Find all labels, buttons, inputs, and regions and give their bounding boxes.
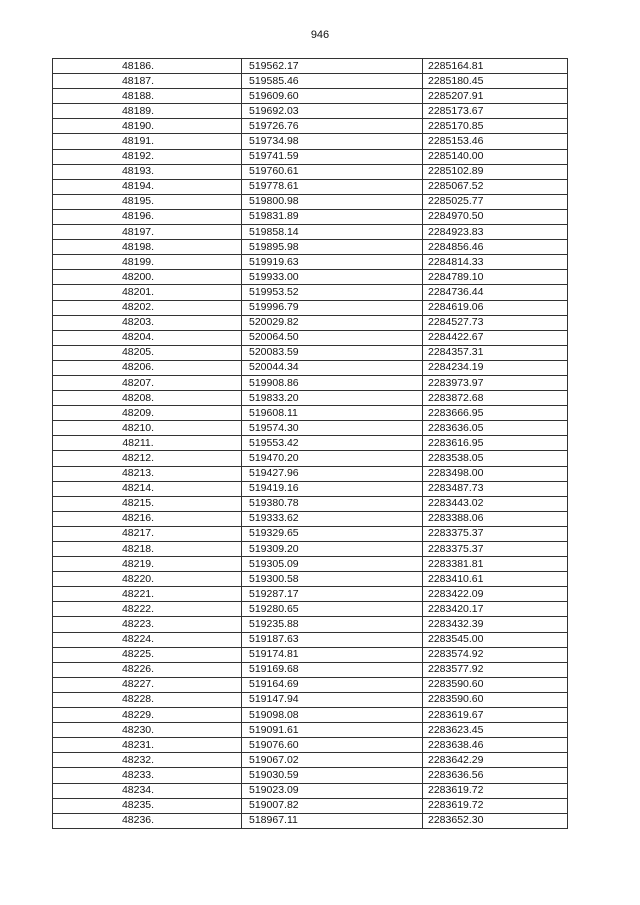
- easting-cell: 519908.86: [242, 375, 423, 390]
- table-row: [53, 89, 568, 104]
- northing-cell: 2283638.46: [423, 738, 568, 753]
- point-number-cell: 48236.: [53, 813, 242, 828]
- easting-cell: 519933.00: [242, 270, 423, 285]
- point-number-cell: 48230.: [53, 723, 242, 738]
- northing-cell: 2283652.30: [423, 813, 568, 828]
- northing-cell: 2283619.72: [423, 798, 568, 813]
- table-row: [53, 526, 568, 541]
- table-row: [53, 542, 568, 557]
- table-row: [53, 209, 568, 224]
- easting-cell: 519726.76: [242, 119, 423, 134]
- table-row: [53, 647, 568, 662]
- table-row: [53, 738, 568, 753]
- table-row: [53, 240, 568, 255]
- easting-cell: 519187.63: [242, 632, 423, 647]
- northing-cell: 2285180.45: [423, 74, 568, 89]
- table-row: [53, 149, 568, 164]
- northing-cell: 2283872.68: [423, 391, 568, 406]
- point-number-cell: 48210.: [53, 421, 242, 436]
- northing-cell: 2283973.97: [423, 375, 568, 390]
- table-row: [53, 632, 568, 647]
- northing-cell: 2285025.77: [423, 194, 568, 209]
- point-number-cell: 48198.: [53, 240, 242, 255]
- point-number-cell: 48207.: [53, 375, 242, 390]
- point-number-cell: 48190.: [53, 119, 242, 134]
- easting-cell: 519007.82: [242, 798, 423, 813]
- easting-cell: 519280.65: [242, 602, 423, 617]
- point-number-cell: 48229.: [53, 708, 242, 723]
- northing-cell: 2283577.92: [423, 662, 568, 677]
- point-number-cell: 48220.: [53, 572, 242, 587]
- point-number-cell: 48224.: [53, 632, 242, 647]
- northing-cell: 2285207.91: [423, 89, 568, 104]
- table-row: [53, 496, 568, 511]
- table-row: [53, 421, 568, 436]
- table-row: [53, 617, 568, 632]
- table-row: [53, 285, 568, 300]
- easting-cell: 519300.58: [242, 572, 423, 587]
- easting-cell: 519333.62: [242, 511, 423, 526]
- point-number-cell: 48219.: [53, 557, 242, 572]
- table-row: [53, 360, 568, 375]
- point-number-cell: 48232.: [53, 753, 242, 768]
- table-row: [53, 572, 568, 587]
- northing-cell: 2283381.81: [423, 557, 568, 572]
- easting-cell: 519067.02: [242, 753, 423, 768]
- northing-cell: 2285153.46: [423, 134, 568, 149]
- northing-cell: 2283388.06: [423, 511, 568, 526]
- point-number-cell: 48204.: [53, 330, 242, 345]
- table-row: [53, 798, 568, 813]
- easting-cell: 519741.59: [242, 149, 423, 164]
- point-number-cell: 48186.: [53, 59, 242, 74]
- easting-cell: 519734.98: [242, 134, 423, 149]
- northing-cell: 2283410.61: [423, 572, 568, 587]
- northing-cell: 2283623.45: [423, 723, 568, 738]
- easting-cell: 519309.20: [242, 542, 423, 557]
- point-number-cell: 48194.: [53, 179, 242, 194]
- northing-cell: 2285170.85: [423, 119, 568, 134]
- table-row: [53, 119, 568, 134]
- page-number: 946: [310, 29, 330, 41]
- easting-cell: 519169.68: [242, 662, 423, 677]
- point-number-cell: 48191.: [53, 134, 242, 149]
- northing-cell: 2283375.37: [423, 526, 568, 541]
- easting-cell: 519858.14: [242, 225, 423, 240]
- coordinates-table-body: [53, 59, 568, 829]
- northing-cell: 2285164.81: [423, 59, 568, 74]
- easting-cell: 519329.65: [242, 526, 423, 541]
- point-number-cell: 48216.: [53, 511, 242, 526]
- easting-cell: 519609.60: [242, 89, 423, 104]
- easting-cell: 519164.69: [242, 677, 423, 692]
- northing-cell: 2284619.06: [423, 300, 568, 315]
- table-row: [53, 708, 568, 723]
- table-row: [53, 330, 568, 345]
- easting-cell: 519174.81: [242, 647, 423, 662]
- northing-cell: 2284357.31: [423, 345, 568, 360]
- northing-cell: 2283422.09: [423, 587, 568, 602]
- easting-cell: 520029.82: [242, 315, 423, 330]
- point-number-cell: 48197.: [53, 225, 242, 240]
- table-row: [53, 436, 568, 451]
- table-row: [53, 179, 568, 194]
- northing-cell: 2283666.95: [423, 406, 568, 421]
- table-row: [53, 134, 568, 149]
- point-number-cell: 48231.: [53, 738, 242, 753]
- table-row: [53, 768, 568, 783]
- point-number-cell: 48235.: [53, 798, 242, 813]
- point-number-cell: 48192.: [53, 149, 242, 164]
- easting-cell: 519305.09: [242, 557, 423, 572]
- table-row: [53, 194, 568, 209]
- table-row: [53, 104, 568, 119]
- northing-cell: 2283487.73: [423, 481, 568, 496]
- northing-cell: 2284736.44: [423, 285, 568, 300]
- table-row: [53, 345, 568, 360]
- northing-cell: 2283375.37: [423, 542, 568, 557]
- easting-cell: 519091.61: [242, 723, 423, 738]
- table-row: [53, 723, 568, 738]
- easting-cell: 519608.11: [242, 406, 423, 421]
- point-number-cell: 48200.: [53, 270, 242, 285]
- point-number-cell: 48214.: [53, 481, 242, 496]
- point-number-cell: 48196.: [53, 209, 242, 224]
- table-row: [53, 677, 568, 692]
- point-number-cell: 48206.: [53, 360, 242, 375]
- table-row: [53, 406, 568, 421]
- point-number-cell: 48221.: [53, 587, 242, 602]
- northing-cell: 2285173.67: [423, 104, 568, 119]
- point-number-cell: 48203.: [53, 315, 242, 330]
- table-row: [53, 225, 568, 240]
- easting-cell: 520064.50: [242, 330, 423, 345]
- point-number-cell: 48212.: [53, 451, 242, 466]
- easting-cell: 519831.89: [242, 209, 423, 224]
- point-number-cell: 48187.: [53, 74, 242, 89]
- northing-cell: 2284234.19: [423, 360, 568, 375]
- point-number-cell: 48188.: [53, 89, 242, 104]
- easting-cell: 519427.96: [242, 466, 423, 481]
- point-number-cell: 48202.: [53, 300, 242, 315]
- easting-cell: 519562.17: [242, 59, 423, 74]
- northing-cell: 2283590.60: [423, 692, 568, 707]
- easting-cell: 519919.63: [242, 255, 423, 270]
- northing-cell: 2284789.10: [423, 270, 568, 285]
- coordinates-table: [52, 58, 568, 829]
- point-number-cell: 48189.: [53, 104, 242, 119]
- table-row: [53, 557, 568, 572]
- table-row: [53, 300, 568, 315]
- northing-cell: 2283590.60: [423, 677, 568, 692]
- point-number-cell: 48211.: [53, 436, 242, 451]
- point-number-cell: 48218.: [53, 542, 242, 557]
- northing-cell: 2285067.52: [423, 179, 568, 194]
- northing-cell: 2283642.29: [423, 753, 568, 768]
- point-number-cell: 48213.: [53, 466, 242, 481]
- northing-cell: 2284923.83: [423, 225, 568, 240]
- point-number-cell: 48199.: [53, 255, 242, 270]
- table-row: [53, 391, 568, 406]
- table-row: [53, 375, 568, 390]
- point-number-cell: 48193.: [53, 164, 242, 179]
- table-row: [53, 587, 568, 602]
- table-row: [53, 662, 568, 677]
- easting-cell: 520083.59: [242, 345, 423, 360]
- easting-cell: 519953.52: [242, 285, 423, 300]
- point-number-cell: 48234.: [53, 783, 242, 798]
- easting-cell: 519030.59: [242, 768, 423, 783]
- point-number-cell: 48201.: [53, 285, 242, 300]
- northing-cell: 2283574.92: [423, 647, 568, 662]
- northing-cell: 2284422.67: [423, 330, 568, 345]
- easting-cell: 519585.46: [242, 74, 423, 89]
- table-row: [53, 255, 568, 270]
- point-number-cell: 48209.: [53, 406, 242, 421]
- northing-cell: 2283636.56: [423, 768, 568, 783]
- northing-cell: 2283443.02: [423, 496, 568, 511]
- easting-cell: 519470.20: [242, 451, 423, 466]
- easting-cell: 519574.30: [242, 421, 423, 436]
- easting-cell: 519800.98: [242, 194, 423, 209]
- table-row: [53, 511, 568, 526]
- easting-cell: 519023.09: [242, 783, 423, 798]
- point-number-cell: 48208.: [53, 391, 242, 406]
- easting-cell: 519287.17: [242, 587, 423, 602]
- northing-cell: 2283619.67: [423, 708, 568, 723]
- table-row: [53, 466, 568, 481]
- northing-cell: 2283545.00: [423, 632, 568, 647]
- table-row: [53, 692, 568, 707]
- easting-cell: 519235.88: [242, 617, 423, 632]
- northing-cell: 2283616.95: [423, 436, 568, 451]
- table-row: [53, 813, 568, 828]
- table-row: [53, 783, 568, 798]
- point-number-cell: 48195.: [53, 194, 242, 209]
- point-number-cell: 48233.: [53, 768, 242, 783]
- table-row: [53, 753, 568, 768]
- northing-cell: 2285140.00: [423, 149, 568, 164]
- point-number-cell: 48228.: [53, 692, 242, 707]
- northing-cell: 2283498.00: [423, 466, 568, 481]
- easting-cell: 519147.94: [242, 692, 423, 707]
- northing-cell: 2283420.17: [423, 602, 568, 617]
- point-number-cell: 48205.: [53, 345, 242, 360]
- point-number-cell: 48222.: [53, 602, 242, 617]
- northing-cell: 2284814.33: [423, 255, 568, 270]
- easting-cell: 519778.61: [242, 179, 423, 194]
- easting-cell: 519895.98: [242, 240, 423, 255]
- northing-cell: 2284856.46: [423, 240, 568, 255]
- table-row: [53, 481, 568, 496]
- easting-cell: 519996.79: [242, 300, 423, 315]
- easting-cell: 519419.16: [242, 481, 423, 496]
- northing-cell: 2284970.50: [423, 209, 568, 224]
- northing-cell: 2283619.72: [423, 783, 568, 798]
- northing-cell: 2283538.05: [423, 451, 568, 466]
- easting-cell: 519833.20: [242, 391, 423, 406]
- table-row: [53, 451, 568, 466]
- point-number-cell: 48217.: [53, 526, 242, 541]
- easting-cell: 519553.42: [242, 436, 423, 451]
- easting-cell: 520044.34: [242, 360, 423, 375]
- easting-cell: 518967.11: [242, 813, 423, 828]
- northing-cell: 2283432.39: [423, 617, 568, 632]
- easting-cell: 519760.61: [242, 164, 423, 179]
- point-number-cell: 48223.: [53, 617, 242, 632]
- table-row: [53, 315, 568, 330]
- table-row: [53, 602, 568, 617]
- northing-cell: 2285102.89: [423, 164, 568, 179]
- easting-cell: 519098.08: [242, 708, 423, 723]
- easting-cell: 519380.78: [242, 496, 423, 511]
- table-row: [53, 74, 568, 89]
- northing-cell: 2284527.73: [423, 315, 568, 330]
- table-row: [53, 59, 568, 74]
- table-row: [53, 270, 568, 285]
- northing-cell: 2283636.05: [423, 421, 568, 436]
- point-number-cell: 48215.: [53, 496, 242, 511]
- easting-cell: 519692.03: [242, 104, 423, 119]
- point-number-cell: 48225.: [53, 647, 242, 662]
- point-number-cell: 48227.: [53, 677, 242, 692]
- point-number-cell: 48226.: [53, 662, 242, 677]
- table-row: [53, 164, 568, 179]
- easting-cell: 519076.60: [242, 738, 423, 753]
